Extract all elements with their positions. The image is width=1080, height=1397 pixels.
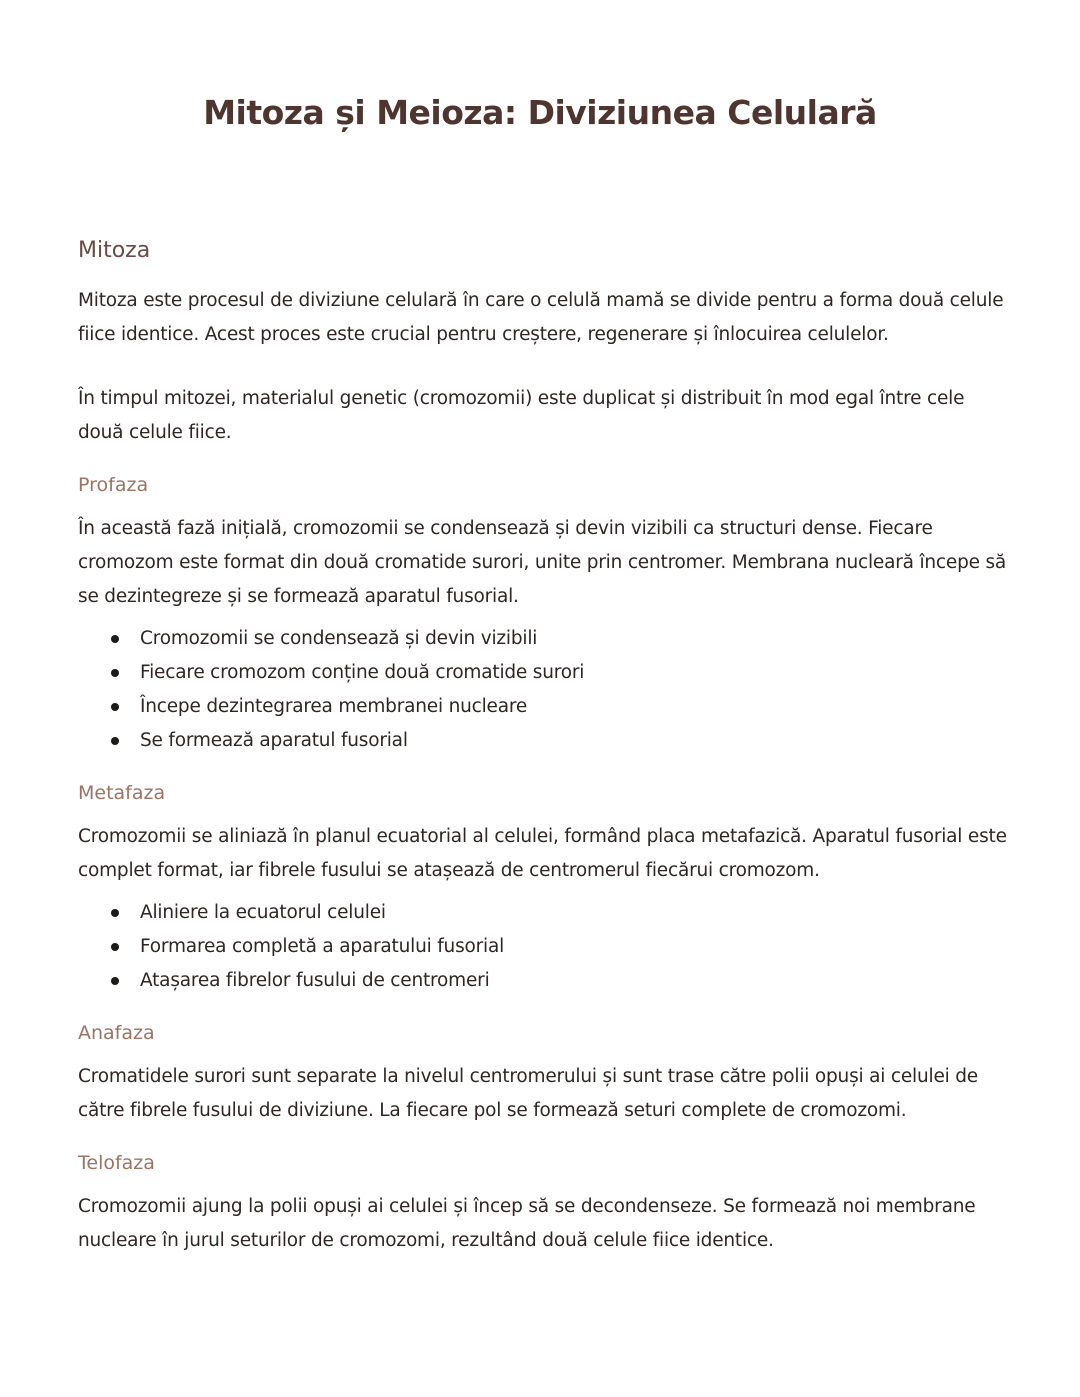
bullet-icon: [111, 703, 119, 711]
profaza-bullet-list: [78, 622, 1008, 758]
subheading-profaza: Profaza: [78, 474, 149, 496]
list-item: [78, 690, 1008, 724]
bullet-icon: [111, 909, 119, 917]
telofaza-paragraph: Cromozomii ajung la polii opuși ai celulei și încep să se decondenseze. Se formează noi membrane nucleare în jurul seturilor de cromozomi, rezultând două celule fiice identice.: [78, 1196, 976, 1251]
list-item-text: Atașarea fibrelor fusului de centromeri: [140, 970, 490, 991]
list-item: [78, 724, 1008, 758]
document-title: Mitoza și Meioza: Diviziunea Celulară: [203, 93, 877, 132]
subheading-anafaza: Anafaza: [78, 1022, 155, 1044]
bullet-icon: [111, 635, 119, 643]
list-item-text: Începe dezintegrarea membranei nucleare: [140, 696, 528, 717]
list-item: [78, 656, 1008, 690]
section-heading-mitoza: Mitoza: [78, 238, 151, 263]
list-item-text: Aliniere la ecuatorul celulei: [140, 902, 386, 923]
mitoza-intro-paragraph: Mitoza este procesul de diviziune celulară în care o celulă mamă se divide pentru a forma două celule fiice identice. Acest proces este crucial pentru creștere, regenerare și înlocuirea celulelor.: [78, 290, 1004, 345]
list-item: [78, 930, 1008, 964]
list-item: [78, 964, 1008, 998]
list-item: [78, 896, 1008, 930]
metafaza-bullet-list: [78, 896, 1008, 998]
document-content: [78, 234, 1008, 1258]
list-item-text: Se formează aparatul fusorial: [140, 730, 408, 751]
list-item-text: Fiecare cromozom conține două cromatide surori: [140, 662, 585, 683]
metafaza-paragraph: Cromozomii se aliniază în planul ecuatorial al celulei, formând placa metafazică. Aparatul fusorial este complet format, iar fibrele fusului se atașează de centromerul fiecărui cromozom.: [78, 826, 1007, 881]
bullet-icon: [111, 977, 119, 985]
bullet-icon: [111, 669, 119, 677]
bullet-icon: [111, 737, 119, 745]
list-item-text: Formarea completă a aparatului fusorial: [140, 936, 505, 957]
subheading-telofaza: Telofaza: [78, 1152, 155, 1174]
profaza-paragraph: În această fază inițială, cromozomii se condensează și devin vizibili ca structuri dense. Fiecare cromozom este format din două cromatide surori, unite prin centromer. Membrana nucleară începe să se dezintegreze și se formează aparatul fusorial.: [78, 518, 1007, 607]
bullet-icon: [111, 943, 119, 951]
anafaza-paragraph: Cromatidele surori sunt separate la nivelul centromerului și sunt trase către polii opuși ai celulei de către fibrele fusului de diviziune. La fiecare pol se formează seturi complete de cromozomi.: [78, 1066, 978, 1121]
list-item-text: Cromozomii se condensează și devin vizibili: [140, 628, 538, 649]
mitoza-genetic-paragraph: În timpul mitozei, materialul genetic (cromozomii) este duplicat și distribuit în mod egal între cele două celule fiice.: [78, 388, 965, 443]
list-item: [78, 622, 1008, 656]
subheading-metafaza: Metafaza: [78, 782, 166, 804]
